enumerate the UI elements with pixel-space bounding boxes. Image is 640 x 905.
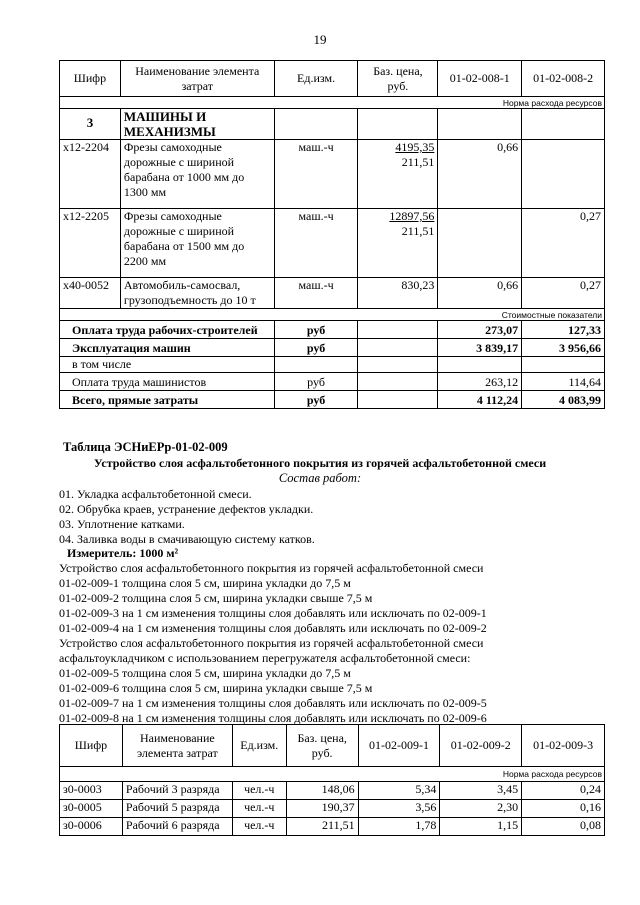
section-title-line-1: МАШИНЫ И (123, 109, 207, 124)
description-line: асфальтоукладчиком с использованием перегружателя асфальтобетонной смеси: (59, 651, 471, 665)
meter-label: Измеритель: 1000 м² (67, 546, 179, 560)
description-lines (59, 561, 487, 726)
total-row (60, 321, 605, 339)
row-price: 148,06 (286, 782, 358, 800)
header-col-2: 01-02-009-2 (440, 725, 522, 767)
table-row (60, 278, 605, 309)
row-value-1: 3,56 (358, 800, 440, 818)
total-unit: руб (274, 321, 358, 339)
norm-row (60, 97, 605, 109)
row-code: з0-0006 (60, 818, 123, 836)
section-title (120, 109, 274, 140)
total-unit: руб (274, 391, 358, 409)
total-unit: руб (274, 373, 358, 391)
row-value-3: 0,16 (522, 800, 605, 818)
empty-cell (522, 109, 605, 140)
description-line: Устройство слоя асфальтобетонного покрытия из горячей асфальтобетонной смеси (59, 636, 484, 650)
section-title-line-2: МЕХАНИЗМЫ (123, 124, 216, 139)
row-unit: маш.-ч (274, 209, 358, 278)
header-unit: Ед.изм. (232, 725, 286, 767)
total-name: в том числе (60, 357, 275, 373)
header-name: Наименование элемента затрат (120, 61, 274, 97)
row-name-line: грузоподъемность до 10 т (123, 293, 256, 307)
row-name (120, 209, 274, 278)
description-line: 01-02-009-1 толщина слоя 5 см, ширина укладки до 7,5 м (59, 576, 351, 590)
row-code: х12-2205 (60, 209, 121, 278)
description-line: 01-02-009-3 на 1 см изменения толщины слоя добавлять или исключать по 02-009-1 (59, 606, 487, 620)
total-row (60, 339, 605, 357)
table-row (60, 800, 605, 818)
total-value-1: 273,07 (438, 321, 522, 339)
table-row (60, 782, 605, 800)
total-row (60, 391, 605, 409)
empty-cell (358, 339, 438, 357)
header-col-1: 01-02-008-1 (438, 61, 522, 97)
resource-table-008 (59, 60, 605, 409)
norm-row (60, 767, 605, 782)
total-value-1: 263,12 (438, 373, 522, 391)
row-value-3: 0,08 (522, 818, 605, 836)
row-code: з0-0003 (60, 782, 123, 800)
resource-table-009 (59, 724, 605, 836)
works-list (59, 487, 315, 547)
row-value-1 (438, 209, 522, 278)
norm-label: Норма расхода ресурсов (60, 767, 605, 782)
table-row (60, 209, 605, 278)
row-unit: маш.-ч (274, 278, 358, 309)
row-unit: чел.-ч (232, 818, 286, 836)
row-value-2: 3,45 (440, 782, 522, 800)
description-line: 01-02-009-5 толщина слоя 5 см, ширина укладки до 7,5 м (59, 666, 351, 680)
row-unit: чел.-ч (232, 800, 286, 818)
header-col-3: 01-02-009-3 (522, 725, 605, 767)
row-price: 830,23 (358, 278, 438, 309)
row-value-1: 5,34 (358, 782, 440, 800)
description-line: 01-02-009-2 толщина слоя 5 см, ширина укладки свыше 7,5 м (59, 591, 373, 605)
row-name (120, 140, 274, 209)
description-line: Устройство слоя асфальтобетонного покрытия из горячей асфальтобетонной смеси (59, 561, 484, 575)
row-value-2 (522, 140, 605, 209)
empty-cell (358, 391, 438, 409)
composition-heading: Состав работ: (278, 471, 362, 485)
norm-label: Норма расхода ресурсов (60, 97, 605, 109)
row-code: х40-0052 (60, 278, 121, 309)
header-code: Шифр (60, 61, 121, 97)
row-name (120, 278, 274, 309)
empty-cell (274, 357, 358, 373)
total-name: Всего, прямые затраты (60, 391, 275, 409)
row-price: 211,51 (286, 818, 358, 836)
table-subtitle: Устройство слоя асфальтобетонного покрытия из горячей асфальтобетонной смеси (93, 456, 547, 470)
price-machine: 12897,56 (389, 209, 435, 223)
header-price: Баз. цена, руб. (358, 61, 438, 97)
row-name-line: Автомобиль-самосвал, (123, 278, 241, 292)
row-name: Рабочий 3 разряда (122, 782, 232, 800)
header-name: Наименование элемента затрат (122, 725, 232, 767)
total-unit: руб (274, 339, 358, 357)
row-name: Рабочий 6 разряда (122, 818, 232, 836)
row-name-line: 1300 мм (123, 185, 167, 199)
total-name: Оплата труда рабочих-строителей (60, 321, 275, 339)
header-code: Шифр (60, 725, 123, 767)
row-name-line: Фрезы самоходные (123, 140, 222, 154)
row-name-line: Фрезы самоходные (123, 209, 222, 223)
total-value-2: 4 083,99 (522, 391, 605, 409)
work-item: 03. Уплотнение катками. (59, 517, 185, 531)
table-title: Таблица ЭСНиЕРр-01-02-009 (63, 440, 228, 454)
header-col-2: 01-02-008-2 (522, 61, 605, 97)
total-name: Эксплуатация машин (60, 339, 275, 357)
total-value-2: 3 956,66 (522, 339, 605, 357)
table-row (60, 818, 605, 836)
page-number: 19 (313, 32, 327, 47)
empty-cell (522, 357, 605, 373)
total-value-2: 127,33 (522, 321, 605, 339)
cost-label-row (60, 309, 605, 321)
table-header-row (60, 61, 605, 97)
header-unit: Ед.изм. (274, 61, 358, 97)
work-item: 02. Обрубка краев, устранение дефектов укладки. (59, 502, 314, 516)
row-value-2: 2,30 (440, 800, 522, 818)
row-name-line: барабана от 1500 мм до (123, 239, 245, 253)
price-machine: 4195,35 (395, 140, 435, 154)
row-value-2: 0,27 (522, 278, 605, 309)
header-price: Баз. цена, руб. (286, 725, 358, 767)
row-price (358, 209, 438, 278)
cost-label: Стоимостные показатели (60, 309, 605, 321)
table-row (60, 140, 605, 209)
price-operator: 211,51 (401, 155, 435, 169)
header-col-1: 01-02-009-1 (358, 725, 440, 767)
total-row (60, 357, 605, 373)
price-operator: 211,51 (401, 224, 435, 238)
row-price (358, 140, 438, 209)
total-value-1: 3 839,17 (438, 339, 522, 357)
row-name-line: барабана от 1000 мм до (123, 170, 245, 184)
total-row (60, 373, 605, 391)
row-name-line: дорожные с шириной (123, 224, 235, 238)
empty-cell (438, 357, 522, 373)
table-header-row (60, 725, 605, 767)
row-value-3: 0,24 (522, 782, 605, 800)
total-value-1: 4 112,24 (438, 391, 522, 409)
empty-cell (358, 321, 438, 339)
row-value-1: 0,66 (438, 140, 522, 209)
section-number: 3 (60, 109, 121, 140)
empty-cell (358, 373, 438, 391)
description-line: 01-02-009-8 на 1 см изменения толщины слоя добавлять или исключать по 02-009-6 (59, 711, 487, 725)
description-line: 01-02-009-7 на 1 см изменения толщины слоя добавлять или исключать по 02-009-5 (59, 696, 487, 710)
description-line: 01-02-009-4 на 1 см изменения толщины слоя добавлять или исключать по 02-009-2 (59, 621, 487, 635)
section-row (60, 109, 605, 140)
row-name-line: 2200 мм (123, 254, 167, 268)
row-value-2: 1,15 (440, 818, 522, 836)
total-name: Оплата труда машинистов (60, 373, 275, 391)
work-item: 01. Укладка асфальтобетонной смеси. (59, 487, 252, 501)
row-unit: чел.-ч (232, 782, 286, 800)
row-name-line: дорожные с шириной (123, 155, 235, 169)
row-code: з0-0005 (60, 800, 123, 818)
empty-cell (438, 109, 522, 140)
row-code: х12-2204 (60, 140, 121, 209)
row-unit: маш.-ч (274, 140, 358, 209)
row-value-2: 0,27 (522, 209, 605, 278)
row-name: Рабочий 5 разряда (122, 800, 232, 818)
work-item: 04. Заливка воды в смачивающую систему катков. (59, 532, 315, 546)
empty-cell (358, 357, 438, 373)
empty-cell (358, 109, 438, 140)
row-value-1: 1,78 (358, 818, 440, 836)
empty-cell (274, 109, 358, 140)
row-price: 190,37 (286, 800, 358, 818)
row-value-1: 0,66 (438, 278, 522, 309)
total-value-2: 114,64 (522, 373, 605, 391)
description-line: 01-02-009-6 толщина слоя 5 см, ширина укладки свыше 7,5 м (59, 681, 373, 695)
